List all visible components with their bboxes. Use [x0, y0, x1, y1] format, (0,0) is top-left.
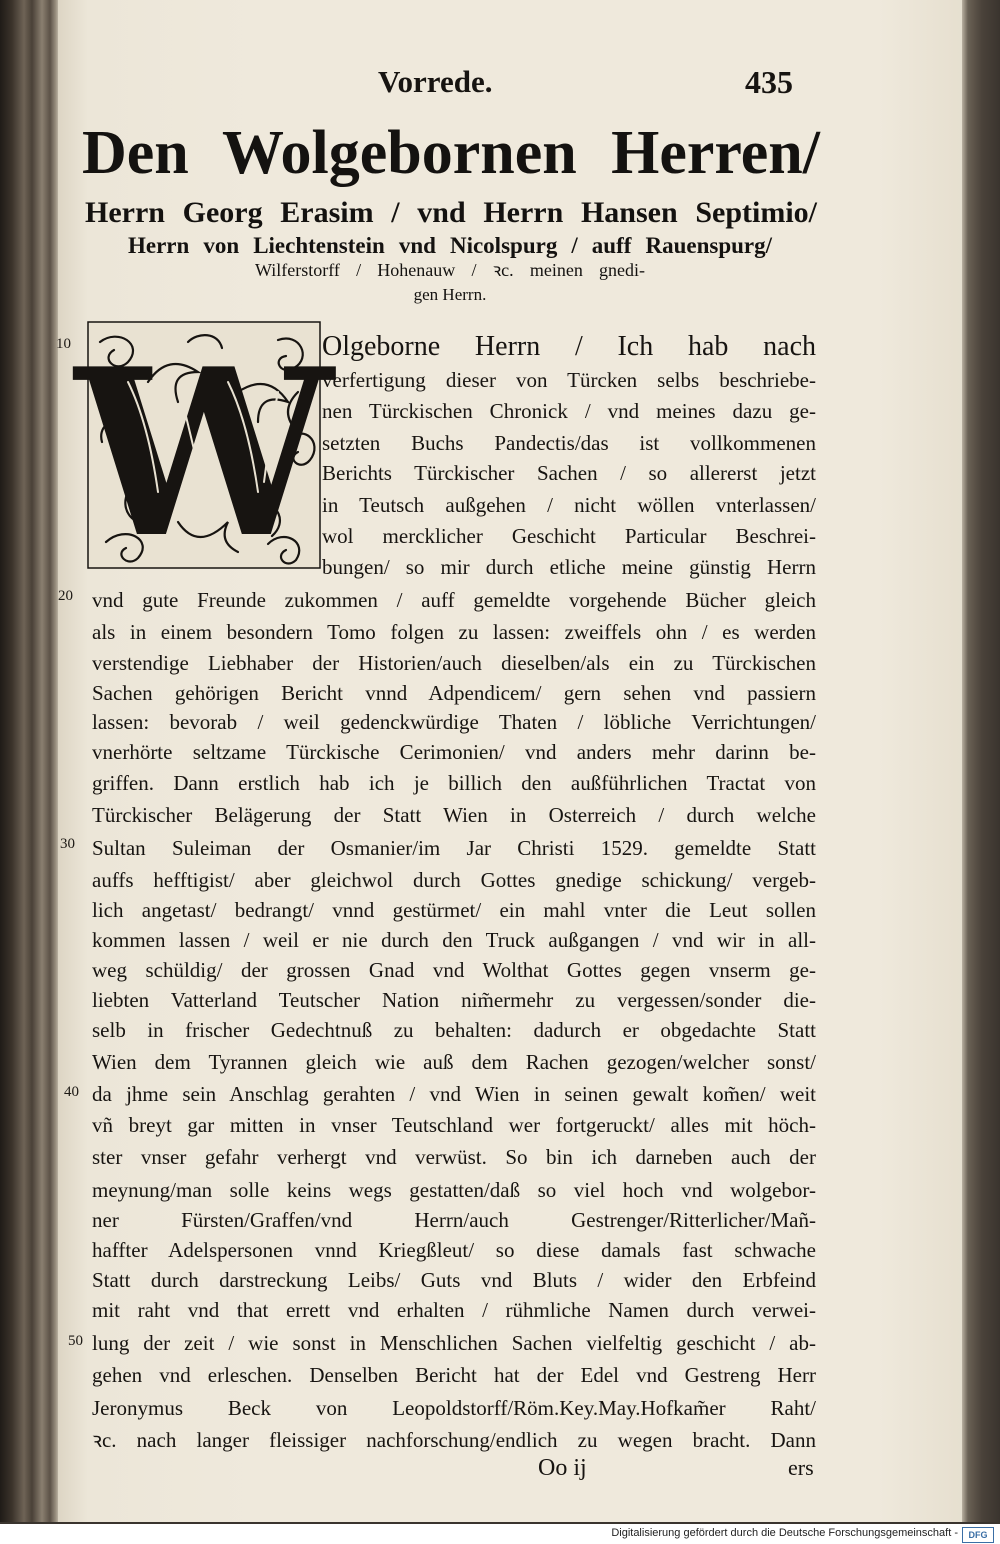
dedication-line-3: Herrn von Liechtenstein vnd Nicolspurg / auff Rauenspurg/ [128, 233, 772, 258]
running-title: Vorrede. [378, 64, 493, 99]
text-line: nen Türckischen Chronick / vnd meines dazu ge- [322, 399, 816, 423]
text-line: Wien dem Tyrannen gleich wie auß dem Rachen gezogen/welcher sonst/ [92, 1050, 816, 1074]
text-line: verfertigung dieser von Türcken selbs beschriebe- [322, 368, 816, 392]
text-line: da jhme sein Anschlag gerahten / vnd Wien in seinen gewalt kom̃en/ weit [92, 1082, 816, 1106]
text-line: setzten Buchs Pandectis/das ist vollkommenen [322, 431, 816, 455]
text-line: Sachen gehörigen Bericht vnnd Adpendicem/ gern sehen vnd passiern [92, 681, 816, 705]
text-line: Statt durch darstreckung Leibs/ Guts vnd Bluts / wider den Erbfeind [92, 1268, 816, 1292]
dfg-logo: DFG [962, 1527, 994, 1543]
page-number: 435 [745, 64, 793, 100]
text-line: lung der zeit / wie sonst in Menschlichen Sachen vielfeltig geschicht / ab- [92, 1331, 816, 1355]
text-line: liebten Vatterland Teutscher Nation nim̃ermehr zu vergessen/sonder die- [92, 988, 816, 1012]
dedication-line-5: gen Herrn. [413, 285, 487, 304]
margin-line-number: 20 [58, 588, 73, 604]
text-line: verstendige Liebhaber der Historien/auch dieselben/als ein zu Türckischen [92, 651, 816, 675]
text-line: wol mercklicher Geschicht Particular Beschrei- [322, 524, 816, 548]
text-line: vnerhörte seltzame Türckische Cerimonien/ vnd anders mehr darinn be- [92, 740, 816, 764]
text-line: gehen vnd erleschen. Denselben Bericht hat der Edel vnd Gestreng Herr [92, 1363, 816, 1387]
text-line: vnd gute Freunde zukommen / auff gemeldte vorgehende Bücher gleich [92, 588, 816, 612]
margin-line-number: 40 [64, 1084, 79, 1100]
margin-line-number: 30 [60, 836, 75, 852]
margin-line-number: 10 [56, 336, 71, 352]
footer-credit: Digitalisierung gefördert durch die Deutsche Forschungsgemeinschaft - [611, 1527, 958, 1539]
text-line: Olgeborne Herrn / Ich hab nach [322, 331, 816, 362]
dedication-line-2: Herrn Georg Erasim / vnd Herrn Hansen Septimio/ [85, 196, 817, 229]
dedication-title: Den Wolgebornen Herren/ [82, 119, 820, 187]
text-line: ner Fürsten/Graffen/vnd Herrn/auch Gestrenger/Ritterlicher/Mañ- [92, 1208, 816, 1232]
text-line: kommen lassen / weil er nie durch den Truck außgangen / vnd wir in all- [92, 928, 816, 952]
digitization-footer [0, 1524, 1000, 1544]
decorative-initial-w [74, 319, 334, 589]
catchword: ers [788, 1455, 814, 1480]
text-line: ster vnser gefahr verhergt vnd verwüst. So bin ich darneben auch der [92, 1145, 816, 1169]
text-line: als in einem besondern Tomo folgen zu lassen: zweiffels ohn / es werden [92, 620, 816, 644]
text-line: lassen: bevorab / weil gedenckwürdige Thaten / löbliche Verrichtungen/ [92, 710, 816, 734]
text-line: weg schüldig/ der grossen Gnad vnd Wolthat Gottes gegen vnserm ge- [92, 958, 816, 982]
text-line: Berichts Türckischer Sachen / so allererst jetzt [322, 461, 816, 485]
text-line: ꝛc. nach langer fleissiger nachforschung/endlich zu wegen bracht. Dann [92, 1428, 816, 1452]
text-line: mit raht vnd that errett vnd erhalten / rühmliche Namen durch verwei- [92, 1298, 816, 1322]
signature-mark: Oo ij [538, 1455, 587, 1481]
book-binding-edge [0, 0, 60, 1522]
text-line: in Teutsch außgehen / nicht wöllen vnterlassen/ [322, 493, 816, 517]
text-line: haffter Adelspersonen vnnd Kriegßleut/ so diese damals fast schwache [92, 1238, 816, 1262]
text-line: Sultan Suleiman der Osmanier/im Jar Christi 1529. gemeldte Statt [92, 836, 816, 860]
text-line: lich angetast/ bedrangt/ vnnd gestürmet/ ein mahl vnter die Leut sollen [92, 898, 816, 922]
text-line: selb in frischer Gedechtnuß zu behalten: dadurch er obgedachte Statt [92, 1018, 816, 1042]
text-line: bungen/ so mir durch etliche meine günstig Herrn [322, 555, 816, 579]
dedication-line-4: Wilferstorff / Hohenauw / ꝛc. meinen gnedi- [255, 260, 645, 280]
text-line: meynung/man solle keins wegs gestatten/daß so viel hoch vnd wolgebor- [92, 1178, 816, 1202]
initial-letter: W [74, 319, 334, 589]
page-right-edge [962, 0, 1000, 1522]
text-line: vñ breyt gar mitten in vnser Teutschland wer fortgeruckt/ alles mit höch- [92, 1113, 816, 1137]
text-line: Türckischer Belägerung der Statt Wien in Osterreich / durch welche [92, 803, 816, 827]
margin-line-number: 50 [68, 1333, 83, 1349]
text-line: Jeronymus Beck von Leopoldstorff/Röm.Key.May.Hofkam̃er Raht/ [92, 1396, 816, 1420]
text-line: auffs hefftigist/ aber gleichwol durch Gottes gnedige schickung/ vergeb- [92, 868, 816, 892]
text-line: griffen. Dann erstlich hab ich je billich den außführlichen Tractat von [92, 771, 816, 795]
